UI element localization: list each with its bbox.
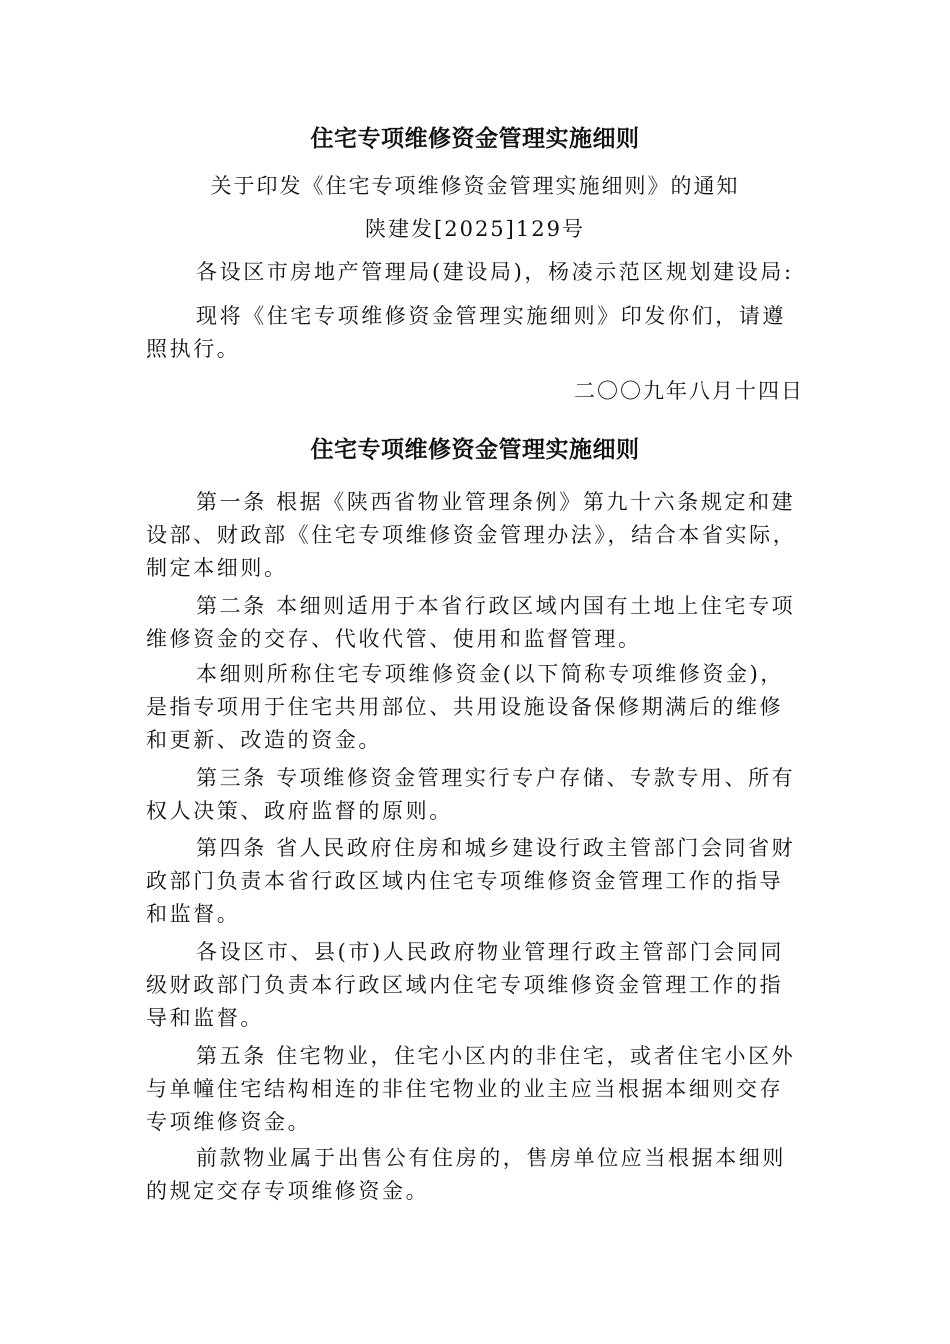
paragraph-article-3: 第三条 专项维修资金管理实行专户存储、专款专用、所有权人决策、政府监督的原则。	[146, 766, 796, 823]
paragraph-local-supervision: 各设区市、县(市)人民政府物业管理行政主管部门会同同级财政部门负责本行政区域内住宅专项维修资金管理工作的指导和监督。	[146, 940, 784, 1030]
paragraph-article-5: 第五条 住宅物业，住宅小区内的非住宅，或者住宅小区外与单幢住宅结构相连的非住宅物业的业主应当根据本细则交存专项维修资金。	[146, 1044, 796, 1134]
paragraph-article-4: 第四条 省人民政府住房和城乡建设行政主管部门会同省财政部门负责本省行政区域内住宅专项维修资金管理工作的指导和监督。	[146, 836, 796, 926]
paragraph-article-1: 第一条 根据《陕西省物业管理条例》第九十六条规定和建设部、财政部《住宅专项维修资金管理办法》，结合本省实际，制定本细则。	[146, 490, 797, 580]
document-title: 住宅专项维修资金管理实施细则	[310, 126, 640, 152]
paragraph-definition: 本细则所称住宅专项维修资金(以下简称专项维修资金)，是指专项用于住宅共用部位、共用设施设备保修期满后的维修和更新、改造的资金。	[146, 662, 784, 752]
notice-date: 二〇〇九年八月十四日	[574, 379, 804, 403]
notice-title: 关于印发《住宅专项维修资金管理实施细则》的通知	[210, 174, 740, 198]
section-title: 住宅专项维修资金管理实施细则	[310, 437, 640, 463]
paragraph-public-housing: 前款物业属于出售公有住房的，售房单位应当根据本细则的规定交存专项维修资金。	[146, 1146, 786, 1203]
addressee-line: 各设区市房地产管理局(建设局)，杨凌示范区规划建设局:	[196, 260, 794, 284]
notice-body: 现将《住宅专项维修资金管理实施细则》印发你们，请遵照执行。	[146, 304, 786, 361]
document-number: 陕建发[2025]129号	[365, 217, 585, 241]
paragraph-article-2: 第二条 本细则适用于本省行政区域内国有土地上住宅专项维修资金的交存、代收代管、使用和监督管理。	[146, 594, 796, 651]
